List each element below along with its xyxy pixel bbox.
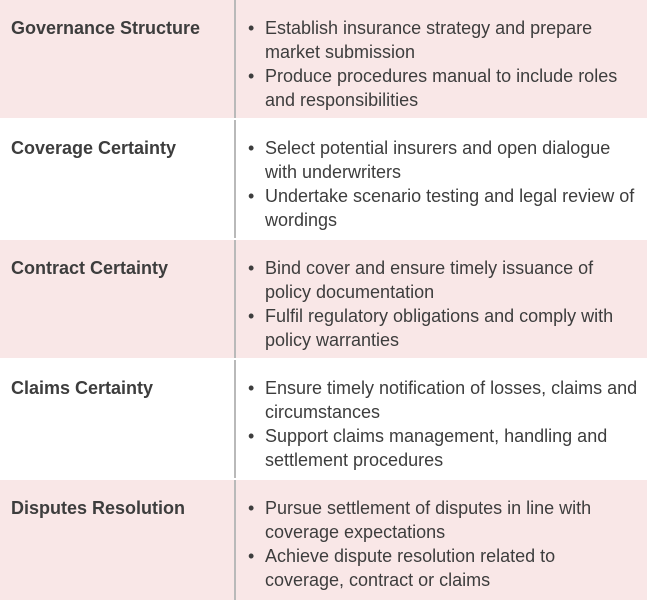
bullet-list xyxy=(248,16,639,112)
bullet-text: Support claims management, handling and settlement procedures xyxy=(265,426,608,470)
bullet-list xyxy=(248,376,639,472)
bullet-icon: • xyxy=(248,546,255,566)
bullet-item xyxy=(248,16,639,64)
bullet-text: Pursue settlement of disputes in line with coverage expectations xyxy=(265,498,592,542)
bullet-icon: • xyxy=(248,18,255,38)
bullet-icon: • xyxy=(248,378,255,398)
bullet-icon: • xyxy=(248,138,255,158)
row-label: Governance Structure xyxy=(0,0,236,118)
bullet-item xyxy=(248,136,639,184)
bullet-list xyxy=(248,496,639,592)
row-content xyxy=(236,240,647,358)
bullet-list xyxy=(248,136,639,232)
bullet-icon: • xyxy=(248,306,255,326)
bullet-icon: • xyxy=(248,66,255,86)
bullet-text: Select potential insurers and open dialogue with underwriters xyxy=(265,138,611,182)
table-row xyxy=(0,360,647,480)
bullet-icon: • xyxy=(248,498,255,518)
bullet-item xyxy=(248,256,639,304)
row-content xyxy=(236,120,647,238)
row-label: Claims Certainty xyxy=(0,360,236,478)
bullet-text: Ensure timely notification of losses, claims and circumstances xyxy=(265,378,638,422)
row-label: Contract Certainty xyxy=(0,240,236,358)
row-content xyxy=(236,480,647,600)
bullet-text: Produce procedures manual to include roles and responsibilities xyxy=(265,66,618,110)
table-row xyxy=(0,240,647,360)
bullet-item xyxy=(248,496,639,544)
bullet-list xyxy=(248,256,639,352)
bullet-text: Bind cover and ensure timely issuance of policy documentation xyxy=(265,258,594,302)
table-row xyxy=(0,0,647,120)
row-content xyxy=(236,360,647,478)
table-row xyxy=(0,120,647,240)
bullet-icon: • xyxy=(248,426,255,446)
bullet-item xyxy=(248,424,639,472)
bullet-text: Fulfil regulatory obligations and comply with policy warranties xyxy=(265,306,614,350)
bullet-icon: • xyxy=(248,258,255,278)
bullet-icon: • xyxy=(248,186,255,206)
bullet-item xyxy=(248,184,639,232)
bullet-item xyxy=(248,64,639,112)
bullet-item xyxy=(248,544,639,592)
row-label: Disputes Resolution xyxy=(0,480,236,600)
bullet-item xyxy=(248,304,639,352)
bullet-text: Establish insurance strategy and prepare market submission xyxy=(265,18,593,62)
bullet-text: Achieve dispute resolution related to coverage, contract or claims xyxy=(265,546,556,590)
bullet-text: Undertake scenario testing and legal review of wordings xyxy=(265,186,635,230)
bullet-item xyxy=(248,376,639,424)
row-content xyxy=(236,0,647,118)
table-row xyxy=(0,480,647,600)
row-label: Coverage Certainty xyxy=(0,120,236,238)
